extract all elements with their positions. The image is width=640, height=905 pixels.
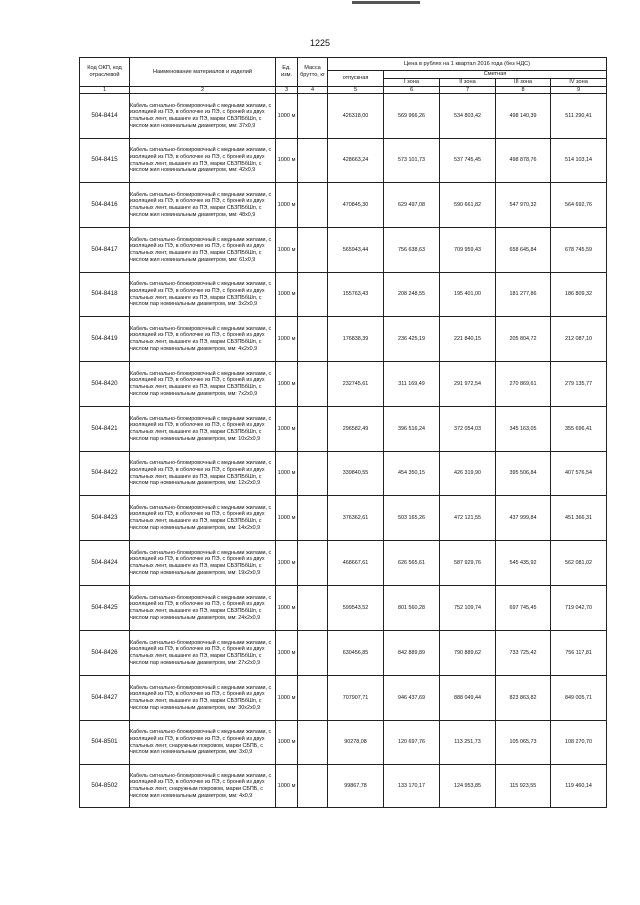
row-name: Кабель сигнально-блокировочный с медными жилами, с изоляцией из ПЭ, в оболочке из ПЭ, с броней из двух стальных лент, вышанге из ПЭ, марки СБЗПБбШп, с числом пар номинальным диаметром, мм: 4х2х0,9 — [130, 317, 276, 362]
row-release-price: 90278,08 — [328, 721, 384, 765]
row-release-price: 428663,24 — [328, 139, 384, 183]
col-number: 9 — [551, 87, 607, 94]
row-zone4-price: 186 809,32 — [551, 273, 607, 317]
row-code: 504-8422 — [80, 452, 130, 496]
row-code: 504-8416 — [80, 183, 130, 228]
row-zone3-price: 115 923,55 — [496, 765, 551, 808]
row-zone2-price: 113 251,73 — [440, 721, 496, 765]
row-zone1-price: 208 248,55 — [384, 273, 440, 317]
row-unit: 1000 м — [276, 721, 298, 765]
row-zone1-price: 454 350,15 — [384, 452, 440, 496]
header-zone3: III зона — [496, 79, 551, 87]
row-zone3-price: 545 435,92 — [496, 541, 551, 586]
col-number: 2 — [130, 87, 276, 94]
row-release-price: 232745,61 — [328, 362, 384, 407]
row-zone2-price: 534 803,42 — [440, 94, 496, 139]
table-row — [80, 362, 607, 407]
row-name: Кабель сигнально-блокировочный с медными жилами, с изоляцией из ПЭ, в оболочке из ПЭ, с броней из двух стальных лент, снаружным покровом, марки СБПБ, с числом жил номинальным диаметром, мм: 4х0,9 — [130, 765, 276, 808]
row-release-price: 339840,55 — [328, 452, 384, 496]
row-unit: 1000 м — [276, 586, 298, 631]
row-zone4-price: 407 576,54 — [551, 452, 607, 496]
row-zone1-price: 573 101,73 — [384, 139, 440, 183]
row-unit: 1000 м — [276, 183, 298, 228]
row-name: Кабель сигнально-блокировочный с медными жилами, с изоляцией из ПЭ, в оболочке из ПЭ, с броней из двух стальных лент, вышанге из ПЭ, марки СБЗПБбШп, с числом жил номинальным диаметром, мм: 61х0,9 — [130, 228, 276, 273]
table-row — [80, 676, 607, 721]
row-zone3-price: 205 804,72 — [496, 317, 551, 362]
col-number: 5 — [328, 87, 384, 94]
row-zone2-price: 587 929,76 — [440, 541, 496, 586]
row-name: Кабель сигнально-блокировочный с медными жилами, с изоляцией из ПЭ, в оболочке из ПЭ, с броней из двух стальных лент, вышанге из ПЭ, марки СБЗПБбШп, с числом жил номинальным диаметром, мм: 48х0,9 — [130, 183, 276, 228]
header-unit: Ед. изм. — [276, 58, 298, 87]
row-zone3-price: 345 163,05 — [496, 407, 551, 452]
row-zone1-price: 756 638,63 — [384, 228, 440, 273]
price-table — [79, 57, 607, 808]
row-release-price: 630456,85 — [328, 631, 384, 676]
row-zone1-price: 120 697,76 — [384, 721, 440, 765]
table-row — [80, 273, 607, 317]
header-estimate: Сметная — [384, 71, 607, 79]
row-mass — [298, 541, 328, 586]
row-mass — [298, 94, 328, 139]
row-name: Кабель сигнально-блокировочный с медными жилами, с изоляцией из ПЭ, в оболочке из ПЭ, с броней из двух стальных лент, вышанге из ПЭ, марки СБЗПБбШп, с числом пар номинальным диаметром, мм: 14х2х0,9 — [130, 496, 276, 541]
row-release-price: 468667,61 — [328, 541, 384, 586]
row-zone4-price: 511 290,41 — [551, 94, 607, 139]
row-name: Кабель сигнально-блокировочный с медными жилами, с изоляцией из ПЭ, в оболочке из ПЭ, с броней из двух стальных лент, снаружным покровом, марки СБПБ, с числом жил номинальным диаметром, мм: 3х0,9 — [130, 721, 276, 765]
table-row — [80, 765, 607, 808]
row-zone3-price: 823 863,82 — [496, 676, 551, 721]
row-zone4-price: 719 042,70 — [551, 586, 607, 631]
row-zone1-price: 842 889,89 — [384, 631, 440, 676]
header-price-group: Цена в рублях на 1 квартал 2016 года (без НДС) — [328, 58, 607, 71]
table-row — [80, 407, 607, 452]
row-zone2-price: 790 889,62 — [440, 631, 496, 676]
row-zone3-price: 733 725,42 — [496, 631, 551, 676]
row-mass — [298, 452, 328, 496]
row-zone3-price: 181 277,86 — [496, 273, 551, 317]
table-row — [80, 452, 607, 496]
row-zone2-price: 195 401,00 — [440, 273, 496, 317]
table-row — [80, 721, 607, 765]
row-zone4-price: 849 005,71 — [551, 676, 607, 721]
row-zone4-price: 119 460,14 — [551, 765, 607, 808]
row-zone3-price: 270 869,61 — [496, 362, 551, 407]
row-zone2-price: 472 121,55 — [440, 496, 496, 541]
row-zone3-price: 697 745,45 — [496, 586, 551, 631]
table-row — [80, 541, 607, 586]
table-row — [80, 496, 607, 541]
row-name: Кабель сигнально-блокировочный с медными жилами, с изоляцией из ПЭ, в оболочке из ПЭ, с броней из двух стальных лент, вышанге из ПЭ, марки СБЗПБбШп, с числом пар номинальным диаметром, мм: 3х2х0,9 — [130, 273, 276, 317]
row-code: 504-8502 — [80, 765, 130, 808]
row-mass — [298, 676, 328, 721]
row-code: 504-8414 — [80, 94, 130, 139]
row-name: Кабель сигнально-блокировочный с медными жилами, с изоляцией из ПЭ, в оболочке из ПЭ, с броней из двух стальных лент, вышанге из ПЭ, марки СБЗПБбШп, с числом пар номинальным диаметром, мм: 30х2х0,9 — [130, 676, 276, 721]
row-zone2-price: 537 745,45 — [440, 139, 496, 183]
row-zone1-price: 569 966,26 — [384, 94, 440, 139]
col-number: 1 — [80, 87, 130, 94]
row-mass — [298, 362, 328, 407]
row-mass — [298, 765, 328, 808]
row-unit: 1000 м — [276, 496, 298, 541]
row-zone2-price: 372 054,03 — [440, 407, 496, 452]
row-zone4-price: 678 745,59 — [551, 228, 607, 273]
table-row — [80, 139, 607, 183]
table-row — [80, 94, 607, 139]
row-mass — [298, 631, 328, 676]
row-zone4-price: 451 366,31 — [551, 496, 607, 541]
row-unit: 1000 м — [276, 452, 298, 496]
row-code: 504-8419 — [80, 317, 130, 362]
header-mass: Масса брутто, кг — [298, 58, 328, 87]
row-release-price: 296582,49 — [328, 407, 384, 452]
row-zone4-price: 212 087,10 — [551, 317, 607, 362]
col-number: 7 — [440, 87, 496, 94]
row-unit: 1000 м — [276, 228, 298, 273]
row-unit: 1000 м — [276, 676, 298, 721]
row-unit: 1000 м — [276, 631, 298, 676]
row-zone4-price: 562 081,02 — [551, 541, 607, 586]
row-zone4-price: 108 270,70 — [551, 721, 607, 765]
row-unit: 1000 м — [276, 541, 298, 586]
table-row — [80, 631, 607, 676]
row-unit: 1000 м — [276, 273, 298, 317]
row-zone4-price: 355 696,41 — [551, 407, 607, 452]
row-unit: 1000 м — [276, 94, 298, 139]
row-code: 504-8425 — [80, 586, 130, 631]
row-zone4-price: 279 135,77 — [551, 362, 607, 407]
row-zone1-price: 236 425,19 — [384, 317, 440, 362]
row-release-price: 155763,43 — [328, 273, 384, 317]
row-zone2-price: 590 661,82 — [440, 183, 496, 228]
row-unit: 1000 м — [276, 407, 298, 452]
row-mass — [298, 496, 328, 541]
page-number: 1225 — [309, 38, 331, 48]
row-release-price: 176838,39 — [328, 317, 384, 362]
row-mass — [298, 721, 328, 765]
row-zone2-price: 426 319,90 — [440, 452, 496, 496]
row-unit: 1000 м — [276, 139, 298, 183]
header-code: Код ОКП, код отраслевой — [80, 58, 130, 87]
row-code: 504-8424 — [80, 541, 130, 586]
col-number: 6 — [384, 87, 440, 94]
row-mass — [298, 407, 328, 452]
row-release-price: 426318,00 — [328, 94, 384, 139]
row-release-price: 376362,61 — [328, 496, 384, 541]
col-number: 3 — [276, 87, 298, 94]
row-zone1-price: 629 497,08 — [384, 183, 440, 228]
row-zone4-price: 564 692,76 — [551, 183, 607, 228]
row-release-price: 470845,30 — [328, 183, 384, 228]
row-mass — [298, 183, 328, 228]
row-zone3-price: 547 970,32 — [496, 183, 551, 228]
row-code: 504-8417 — [80, 228, 130, 273]
row-zone3-price: 437 999,84 — [496, 496, 551, 541]
row-name: Кабель сигнально-блокировочный с медными жилами, с изоляцией из ПЭ, в оболочке из ПЭ, с броней из двух стальных лент, вышанге из ПЭ, марки СБЗПБбШп, с числом пар номинальным диаметром, мм: 12х2х0,9 — [130, 452, 276, 496]
row-name: Кабель сигнально-блокировочный с медными жилами, с изоляцией из ПЭ, в оболочке из ПЭ, с броней из двух стальных лент, вышанге из ПЭ, марки СБЗПБбШп, с числом пар номинальным диаметром, мм: 24х2х0,9 — [130, 586, 276, 631]
row-zone1-price: 133 170,17 — [384, 765, 440, 808]
table-row — [80, 228, 607, 273]
row-release-price: 99867,78 — [328, 765, 384, 808]
row-zone2-price: 221 840,15 — [440, 317, 496, 362]
row-name: Кабель сигнально-блокировочный с медными жилами, с изоляцией из ПЭ, в оболочке из ПЭ, с броней из двух стальных лент, вышанге из ПЭ, марки СБЗПБбШп, с числом пар номинальным диаметром, мм: 19х2х0,9 — [130, 541, 276, 586]
col-number: 4 — [298, 87, 328, 94]
row-zone1-price: 311 169,49 — [384, 362, 440, 407]
row-mass — [298, 586, 328, 631]
row-code: 504-8501 — [80, 721, 130, 765]
row-code: 504-8420 — [80, 362, 130, 407]
table-row — [80, 183, 607, 228]
row-code: 504-8421 — [80, 407, 130, 452]
row-zone2-price: 291 972,54 — [440, 362, 496, 407]
row-name: Кабель сигнально-блокировочный с медными жилами, с изоляцией из ПЭ, в оболочке из ПЭ, с броней из двух стальных лент, вышанге из ПЭ, марки СБЗПБбШп, с числом пар номинальным диаметром, мм: 27х2х0,9 — [130, 631, 276, 676]
row-code: 504-8423 — [80, 496, 130, 541]
row-zone2-price: 709 959,43 — [440, 228, 496, 273]
row-zone3-price: 498 878,76 — [496, 139, 551, 183]
scan-mark — [352, 1, 420, 4]
row-zone3-price: 105 065,73 — [496, 721, 551, 765]
row-mass — [298, 139, 328, 183]
header-name: Наименование материалов и изделий — [130, 58, 276, 87]
table-row — [80, 317, 607, 362]
row-zone3-price: 658 645,84 — [496, 228, 551, 273]
row-unit: 1000 м — [276, 362, 298, 407]
row-code: 504-8418 — [80, 273, 130, 317]
row-code: 504-8426 — [80, 631, 130, 676]
row-zone1-price: 626 565,61 — [384, 541, 440, 586]
row-zone4-price: 514 103,14 — [551, 139, 607, 183]
row-zone1-price: 946 437,69 — [384, 676, 440, 721]
row-mass — [298, 273, 328, 317]
header-zone4: IV зона — [551, 79, 607, 87]
table-row — [80, 586, 607, 631]
header-release: отпускная — [328, 71, 384, 87]
row-unit: 1000 м — [276, 765, 298, 808]
row-zone3-price: 395 506,84 — [496, 452, 551, 496]
row-release-price: 707907,71 — [328, 676, 384, 721]
row-zone1-price: 396 516,24 — [384, 407, 440, 452]
header-zone1: I зона — [384, 79, 440, 87]
row-release-price: 599543,52 — [328, 586, 384, 631]
row-zone2-price: 752 109,74 — [440, 586, 496, 631]
row-code: 504-8415 — [80, 139, 130, 183]
row-unit: 1000 м — [276, 317, 298, 362]
header-zone2: II зона — [440, 79, 496, 87]
col-number: 8 — [496, 87, 551, 94]
row-zone4-price: 756 117,81 — [551, 631, 607, 676]
row-code: 504-8427 — [80, 676, 130, 721]
row-mass — [298, 317, 328, 362]
row-zone1-price: 503 165,26 — [384, 496, 440, 541]
row-name: Кабель сигнально-блокировочный с медными жилами, с изоляцией из ПЭ, в оболочке из ПЭ, с броней из двух стальных лент, вышанге из ПЭ, марки СБЗПБбШп, с числом жил номинальным диаметром, мм: 42х0,9 — [130, 139, 276, 183]
row-name: Кабель сигнально-блокировочный с медными жилами, с изоляцией из ПЭ, в оболочке из ПЭ, с броней из двух стальных лент, вышанге из ПЭ, марки СБЗПБбШп, с числом жил номинальным диаметром, мм: 37х0,9 — [130, 94, 276, 139]
row-release-price: 565943,44 — [328, 228, 384, 273]
row-name: Кабель сигнально-блокировочный с медными жилами, с изоляцией из ПЭ, в оболочке из ПЭ, с броней из двух стальных лент, вышанге из ПЭ, марки СБЗПБбШп, с числом пар номинальным диаметром, мм: 10х2х0,9 — [130, 407, 276, 452]
row-zone3-price: 498 140,39 — [496, 94, 551, 139]
row-zone2-price: 124 953,85 — [440, 765, 496, 808]
column-numbers-row — [80, 87, 607, 94]
row-name: Кабель сигнально-блокировочный с медными жилами, с изоляцией из ПЭ, в оболочке из ПЭ, с броней из двух стальных лент, вышанге из ПЭ, марки СБЗПБбШп, с числом пар номинальным диаметром, мм: 7х2х0,9 — [130, 362, 276, 407]
row-zone1-price: 801 560,28 — [384, 586, 440, 631]
row-mass — [298, 228, 328, 273]
row-zone2-price: 888 049,44 — [440, 676, 496, 721]
